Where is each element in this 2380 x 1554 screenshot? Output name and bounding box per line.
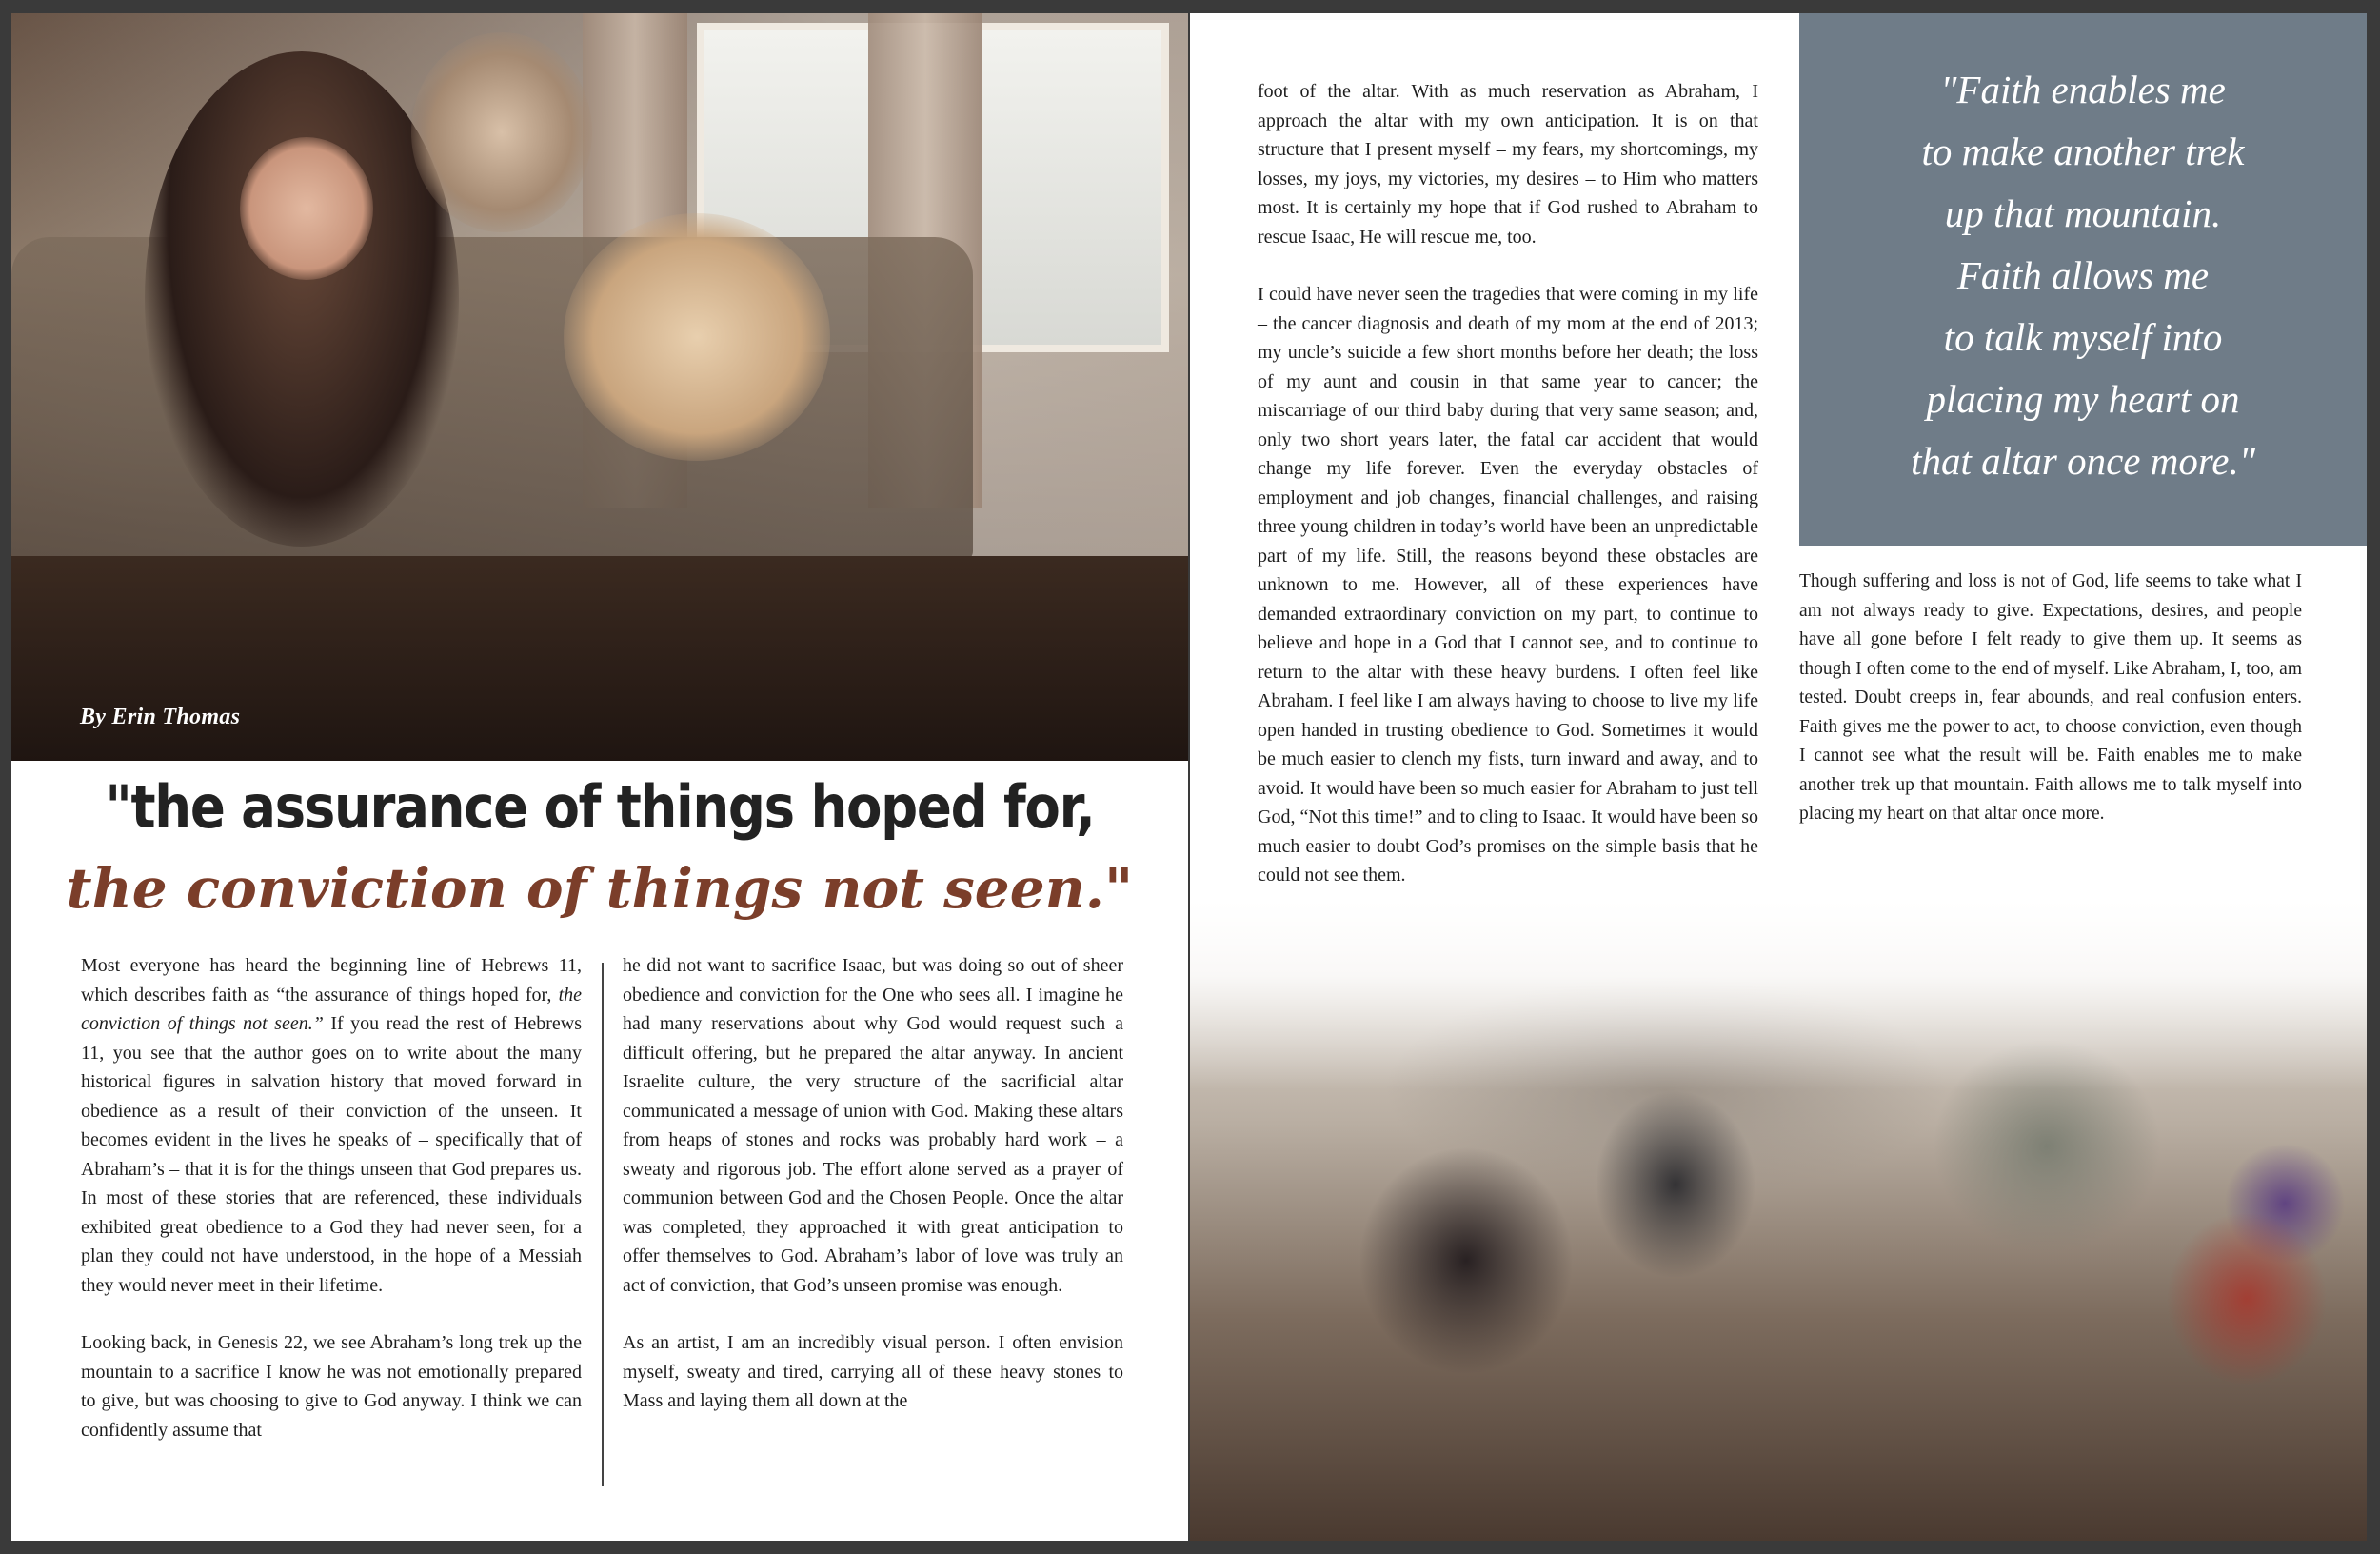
pullquote-line: up that mountain. — [1944, 191, 2222, 235]
text-column-4 — [1799, 568, 2302, 858]
byline: By Erin Thomas — [80, 705, 241, 729]
pullquote-line: "Faith enables me — [1940, 68, 2226, 111]
pullquote-box — [1799, 13, 2367, 546]
pullquote-line: to talk myself into — [1943, 315, 2223, 359]
paragraph: I could have never seen the tragedies that were coming in my life – the cancer diagnosis and death of my mom at the end of 2013; my uncle’s suicide a few short months before her death; the loss of my aunt and cousin in that same year to cancer; the miscarriage of our third baby during that very same season; and, only two short years later, the fatal car accident that would change my life forever. Even the everyday obstacles of employment and job changes, financial challenges, and raising three young children in today’s world have been an unpredictable part of my life. Still, the reasons beyond these obstacles are unknown to me. However, all of these experiences have demanded extraordinary conviction on my part, to continue to believe and hope in a God that I cannot see, and to continue to return to the altar with these heavy burdens. I often feel like Abraham. I feel like I am always having to choose to live my life open handed in trusting obedience to God. Sometimes it would be much easier to clench my fists, turn inward and away, and to avoid. It would have been so much easier for Abraham to just tell God, “Not this time!” and to cling to Isaac. It would have been so much easier to doubt God’s promises on the simple basis that he could not see them. — [1258, 284, 1758, 886]
headline-line-1: "the assurance of things hoped for, — [105, 772, 1095, 842]
left-page — [11, 13, 1188, 1541]
photo-fade — [1190, 899, 2367, 1089]
pullquote-line: that altar once more." — [1911, 439, 2255, 483]
scripture-quote: the conviction of things not seen.” — [81, 984, 582, 1034]
pullquote — [1799, 59, 2367, 492]
pullquote-line: Faith allows me — [1956, 253, 2210, 297]
decorative-pillow — [564, 213, 830, 461]
text-column-3 — [1258, 77, 1758, 919]
headline-line-2: the conviction of things not seen." — [66, 856, 1134, 921]
right-page — [1190, 13, 2367, 1541]
mother-face — [240, 137, 373, 280]
mother-and-son-photo — [11, 13, 1188, 761]
pullquote-line: placing my heart on — [1926, 377, 2240, 421]
paragraph-text: Most everyone has heard the beginning line of Hebrews 11, which describes faith as “the assurance of things hoped for, — [81, 955, 582, 1006]
paragraph: foot of the altar. With as much reservation as Abraham, I approach the altar with my own anticipation. It is on that structure that I present myself – my fears, my shortcomings, my losses, my joys, my victories, my desires – to Him who matters most. It is certainly my hope that if God rushed to Abraham to rescue Isaac, He will rescue me, too. — [1258, 81, 1758, 248]
paragraph: he did not want to sacrifice Isaac, but was doing so out of sheer obedience and conviction for the One who sees all. I imagine he had many reservations about why God would request such a difficult offering, but he prepared the altar anyway. In ancient Israelite culture, the very structure of the sacrificial altar communicated a message of union with God. Making these altars from heaps of stones and rocks was probably hard work – a sweaty and rigorous job. The effort alone served as a prayer of communion between God and the Chosen People. Once the altar was completed, they approached it with great anticipation to offer themselves to God. Abraham’s labor of love was truly an act of conviction, that God’s unseen promise was enough. — [623, 955, 1123, 1296]
paragraph: Looking back, in Genesis 22, we see Abraham’s long trek up the mountain to a sacrifice I know he was not emotionally prepared to give, but was choosing to give to God anyway. I think we can confidently assume that — [81, 1332, 582, 1441]
paragraph-text: If you read the rest of Hebrews 11, you see that the author goes on to write about the many historical figures in salvation history that moved forward in obedience as a result of their conviction of the unseen. It becomes evident in the lives he speaks of – specifically that of Abraham’s – that it is for the things unseen that God prepares us. In most of these stories that are referenced, these individuals exhibited great obedience to a God they had never seen, for a plan they could not have understood, in the hope of a Messiah they would never meet in their lifetime. — [81, 1013, 582, 1296]
child-head — [411, 32, 592, 232]
paragraph — [81, 951, 582, 1300]
paragraph: Though suffering and loss is not of God, life seems to take what I am not always ready to give. Expectations, desires, and people have all gone before I felt ready to give them up. It seems as though I often come to the end of myself. Like Abraham, I, too, am tested. Doubt creeps in, fear abounds, and real confusion enters. Faith gives me the power to act, to choose conviction, even though I cannot see what the result will be. Faith enables me to make another trek up that mountain. Faith allows me to talk myself into placing my heart on that altar once more. — [1799, 571, 2302, 824]
paragraph: As an artist, I am an incredibly visual person. I often envision myself, sweaty and tired, carrying all of these heavy stones to Mass and laying them all down at the — [623, 1332, 1123, 1411]
text-column-2 — [623, 951, 1123, 1444]
text-column-1 — [81, 951, 582, 1473]
column-divider — [602, 963, 604, 1486]
pullquote-line: to make another trek — [1921, 130, 2245, 173]
